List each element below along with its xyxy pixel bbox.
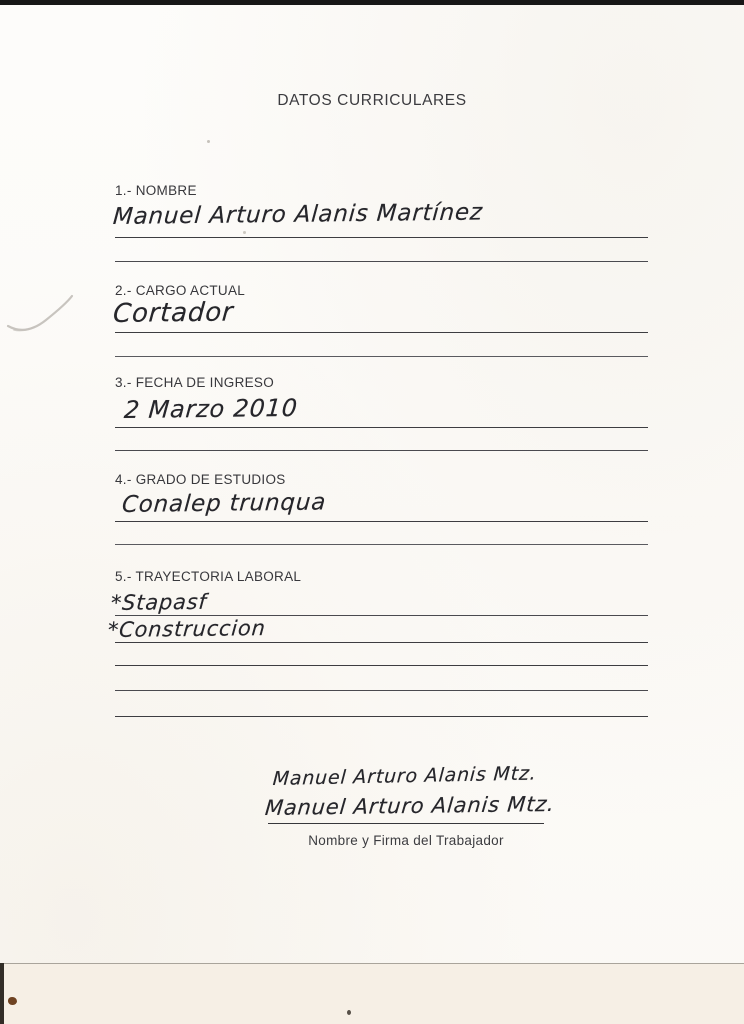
handwritten-trayectoria-2: *Construccion [107, 616, 267, 642]
ruled-line [115, 450, 648, 451]
ruled-line [115, 642, 648, 643]
handwritten-trayectoria-1: *Stapasf [110, 589, 208, 615]
ruled-line [115, 427, 648, 428]
ruled-line [115, 544, 648, 545]
ruled-line [115, 716, 648, 717]
scan-speck [243, 231, 246, 234]
signature-handwriting-2: Manuel Arturo Alanis Mtz. [264, 791, 556, 820]
scan-edge-top [0, 0, 744, 5]
signature-handwriting-1: Manuel Arturo Alanis Mtz. [272, 762, 538, 790]
pencil-mark [4, 286, 76, 342]
signature-line [268, 823, 544, 824]
field-label-nombre: 1.- NOMBRE [115, 183, 197, 198]
handwritten-estudios: Conalep trunqua [121, 489, 328, 518]
handwritten-fecha: 2 Marzo 2010 [123, 393, 299, 424]
ruled-line [115, 356, 648, 357]
scan-speck [347, 1010, 351, 1015]
scan-edge-left [0, 963, 4, 1024]
signature-caption: Nombre y Firma del Trabajador [308, 833, 504, 848]
form-title: DATOS CURRICULARES [277, 92, 467, 109]
scan-speck [207, 140, 210, 143]
ruled-line [115, 690, 648, 691]
handwritten-cargo: Cortador [112, 297, 235, 329]
scan-bottom-strip [0, 963, 744, 1024]
field-label-cargo: 2.- CARGO ACTUAL [115, 283, 246, 298]
ruled-line [115, 521, 648, 522]
ruled-line [115, 332, 648, 333]
field-label-fecha: 3.- FECHA DE INGRESO [115, 375, 275, 390]
handwritten-nombre: Manuel Arturo Alanis Martínez [112, 199, 484, 230]
scan-speck [8, 997, 17, 1005]
ruled-line [115, 261, 648, 262]
field-label-estudios: 4.- GRADO DE ESTUDIOS [115, 472, 286, 487]
ruled-line [115, 665, 648, 666]
ruled-line [115, 237, 648, 238]
ruled-line [115, 615, 648, 616]
field-label-trayectoria: 5.- TRAYECTORIA LABORAL [115, 569, 302, 584]
